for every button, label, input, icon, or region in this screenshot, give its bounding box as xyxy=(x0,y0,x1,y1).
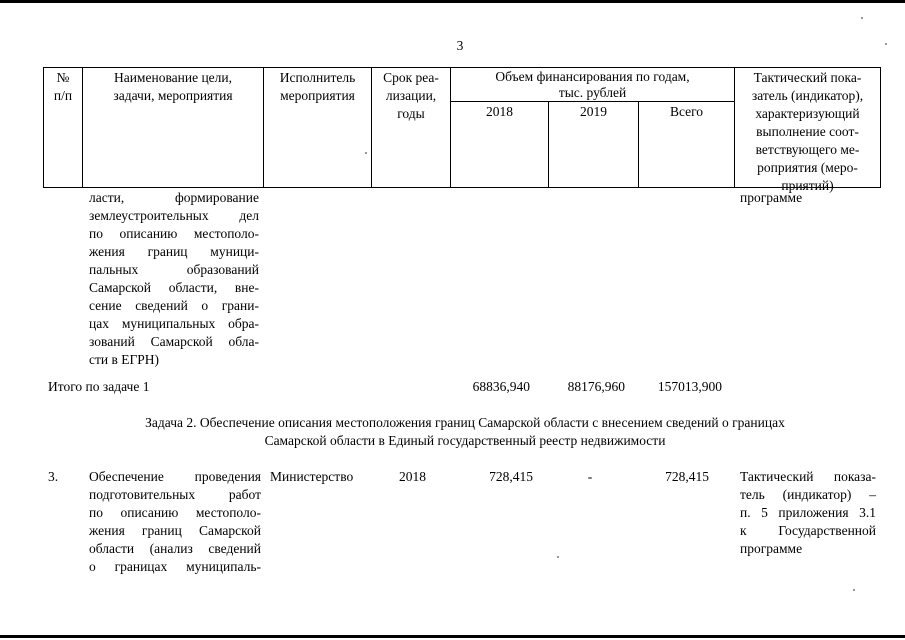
scan-speck xyxy=(861,17,863,19)
scan-speck xyxy=(557,556,559,558)
header-col-2018: 2018 xyxy=(486,104,513,119)
text-line: по описанию местополо- xyxy=(89,505,261,520)
continued-row-indicator: программе xyxy=(740,190,803,205)
row3-name xyxy=(89,468,261,576)
header-col-funding: Объем финансирования по годам, тыс. рублей xyxy=(495,69,690,100)
total-task1-2018: 68836,940 xyxy=(472,379,530,394)
total-task1-label: Итого по задаче 1 xyxy=(48,379,150,394)
row3-2018: 728,415 xyxy=(489,469,533,484)
text-line: подготовительных работ xyxy=(89,487,261,502)
text-line: Самарской области, вне- xyxy=(89,280,259,295)
text-line: ласти, формирование xyxy=(89,190,259,205)
text-line: цах муниципальных обра- xyxy=(89,316,259,331)
text-line: жения границ муници- xyxy=(89,244,259,259)
text-line: землеустроительных дел xyxy=(89,208,259,223)
page-number: 3 xyxy=(456,38,464,53)
scan-speck xyxy=(885,43,887,45)
header-col-name: Наименование цели, задачи, мероприятия xyxy=(113,70,233,103)
header-col-2019: 2019 xyxy=(580,104,607,119)
header-col-total: Всего xyxy=(669,104,704,119)
text-line: по описанию местополо- xyxy=(89,226,259,241)
total-task1-total: 157013,900 xyxy=(657,379,722,394)
row3-indicator xyxy=(740,468,876,558)
text-line: области (анализ сведений xyxy=(89,541,261,556)
text-line: о границах муниципаль- xyxy=(89,559,261,574)
total-task1-2019: 88176,960 xyxy=(567,379,625,394)
row3-total: 728,415 xyxy=(665,469,709,484)
header-col-indicator: Тактический пока- затель (индикатор), характеризующий выполнение соот- ветствующего ме- роприятия (меро- приятий) xyxy=(751,70,864,193)
header-col-number: № п/п xyxy=(53,70,73,103)
row3-term: 2018 xyxy=(399,469,426,484)
scan-speck xyxy=(853,589,855,591)
text-line: тель (индикатор) – xyxy=(740,487,876,502)
text-line: программе xyxy=(740,541,803,556)
text-line: п. 5 приложения 3.1 xyxy=(740,505,876,520)
text-line: к Государственной xyxy=(740,523,876,538)
task2-heading-line2: Самарской области в Единый государственный реестр недвижимости xyxy=(264,433,666,448)
row3-number: 3. xyxy=(48,469,59,484)
top-page-rule xyxy=(0,0,905,3)
text-line: сение сведений о грани- xyxy=(89,298,259,313)
text-line: сти в ЕГРН) xyxy=(89,352,160,367)
header-col-term: Срок реа- лизации, годы xyxy=(383,70,439,121)
continued-row-name xyxy=(89,189,259,369)
scan-speck xyxy=(365,152,367,154)
text-line: пальных образований xyxy=(89,262,259,277)
task2-heading-line1: Задача 2. Обеспечение описания местоположения границ Самарской области с внесением сведений о границах xyxy=(145,415,785,430)
row3-2019: - xyxy=(587,469,593,484)
text-line: жения границ Самарской xyxy=(89,523,261,538)
text-line: зований Самарской обла- xyxy=(89,334,259,349)
text-line: Обеспечение проведения xyxy=(89,469,261,484)
text-line: Тактический показа- xyxy=(740,469,876,484)
header-col-executor: Исполнитель мероприятия xyxy=(279,70,356,103)
bottom-page-rule xyxy=(0,635,905,638)
row3-executor: Министерство xyxy=(270,469,354,484)
